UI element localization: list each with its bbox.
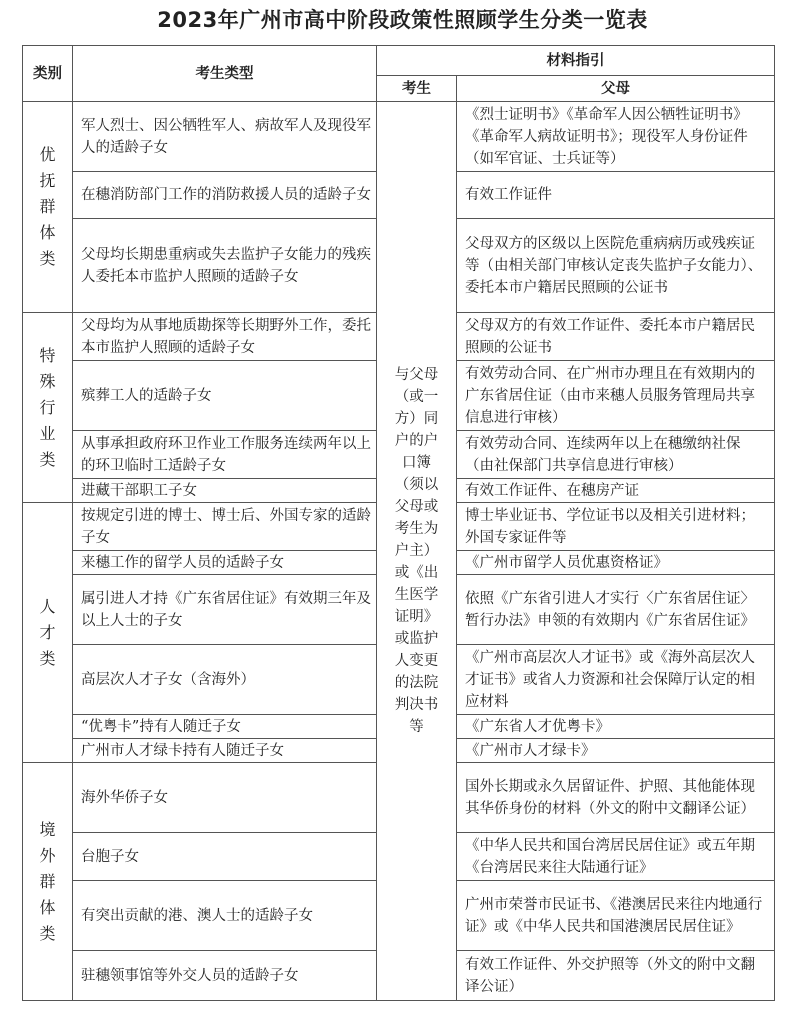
student-type-cell: 进藏干部职工子女 [73,479,377,503]
student-type-cell: “优粤卡”持有人随迁子女 [73,715,377,739]
parents-material-cell: 《广州市人才绿卡》 [457,739,775,763]
category-label: 境外群体类 [39,819,56,943]
header-parents: 父母 [457,76,775,102]
student-type-cell: 父母均长期患重病或失去监护子女能力的残疾人委托本市监护人照顾的适龄子女 [73,219,377,313]
parents-material-cell: 父母双方的有效工作证件、委托本市户籍居民照顾的公证书 [457,313,775,361]
parents-material-cell: 国外长期或永久居留证件、护照、其他能体现其华侨身份的材料（外文的附中文翻译公证） [457,763,775,833]
student-type-cell: 从事承担政府环卫作业工作服务连续两年以上的环卫临时工适龄子女 [73,431,377,479]
student-type-cell: 在穗消防部门工作的消防救援人员的适龄子女 [73,172,377,219]
header-materials: 材料指引 [377,46,775,76]
parents-material-cell: 有效工作证件、外交护照等（外文的附中文翻译公证） [457,951,775,1001]
page-title: 2023年广州市高中阶段政策性照顾学生分类一览表 [157,8,648,32]
parents-material-cell: 父母双方的区级以上医院危重病病历或残疾证等（由相关部门审核认定丧失监护子女能力）、委托本市户籍居民照顾的公证书 [457,219,775,313]
student-type-cell: 台胞子女 [73,833,377,881]
category-cell [23,503,73,763]
category-label: 特殊行业类 [39,345,56,469]
student-type-cell: 驻穗领事馆等外交人员的适龄子女 [73,951,377,1001]
parents-material-cell: 广州市荣誉市民证书、《港澳居民来往内地通行证》或《中华人民共和国港澳居民居住证》 [457,881,775,951]
category-cell [23,313,73,503]
student-type-cell: 海外华侨子女 [73,763,377,833]
student-type-cell: 有突出贡献的港、澳人士的适龄子女 [73,881,377,951]
parents-material-cell: 《烈士证明书》《革命军人因公牺牲证明书》《革命军人病故证明书》；现役军人身份证件（如军官证、士兵证等） [457,102,775,172]
student-material-cell [377,102,457,1001]
parents-material-cell: 有效劳动合同、连续两年以上在穗缴纳社保（由社保部门共享信息进行审核） [457,431,775,479]
parents-material-cell: 依照《广东省引进人才实行〈广东省居住证〉暂行办法》申领的有效期内《广东省居住证》 [457,575,775,645]
student-type-cell: 来穗工作的留学人员的适龄子女 [73,551,377,575]
student-type-cell: 高层次人才子女（含海外） [73,645,377,715]
category-cell [23,102,73,313]
header-student: 考生 [377,76,457,102]
student-type-cell: 军人烈士、因公牺牲军人、病故军人及现役军人的适龄子女 [73,102,377,172]
category-label: 优抚群体类 [39,145,56,268]
parents-material-cell: 有效工作证件、在穗房产证 [457,479,775,503]
parents-material-cell: 有效劳动合同、在广州市办理且在有效期内的广东省居住证（由市来穗人员服务管理局共享信息进行审核） [457,361,775,431]
parents-material-cell: 《中华人民共和国台湾居民居住证》或五年期《台湾居民来往大陆通行证》 [457,833,775,881]
header-student-type: 考生类型 [73,46,377,102]
category-cell [23,763,73,1001]
student-material-text: 与父母（或一方）同户的户口簿（须以父母或考生为户主）或《出生医学证明》或监护人变更的法院判决书等 [394,367,439,735]
student-type-cell: 按规定引进的博士、博士后、外国专家的适龄子女 [73,503,377,551]
policy-table [22,45,775,1001]
parents-material-cell: 《广州市留学人员优惠资格证》 [457,551,775,575]
student-type-cell: 广州市人才绿卡持有人随迁子女 [73,739,377,763]
student-type-cell: 父母均为从事地质勘探等长期野外工作，委托本市监护人照顾的适龄子女 [73,313,377,361]
parents-material-cell: 有效工作证件 [457,172,775,219]
student-type-cell: 殡葬工人的适龄子女 [73,361,377,431]
student-type-cell: 属引进人才持《广东省居住证》有效期三年及以上人士的子女 [73,575,377,645]
parents-material-cell: 《广州市高层次人才证书》或《海外高层次人才证书》或省人力资源和社会保障厅认定的相应材料 [457,645,775,715]
parents-material-cell: 博士毕业证书、学位证书以及相关引进材料；外国专家证件等 [457,503,775,551]
parents-material-cell: 《广东省人才优粤卡》 [457,715,775,739]
header-category: 类别 [23,46,73,102]
category-label: 人才类 [39,596,56,668]
